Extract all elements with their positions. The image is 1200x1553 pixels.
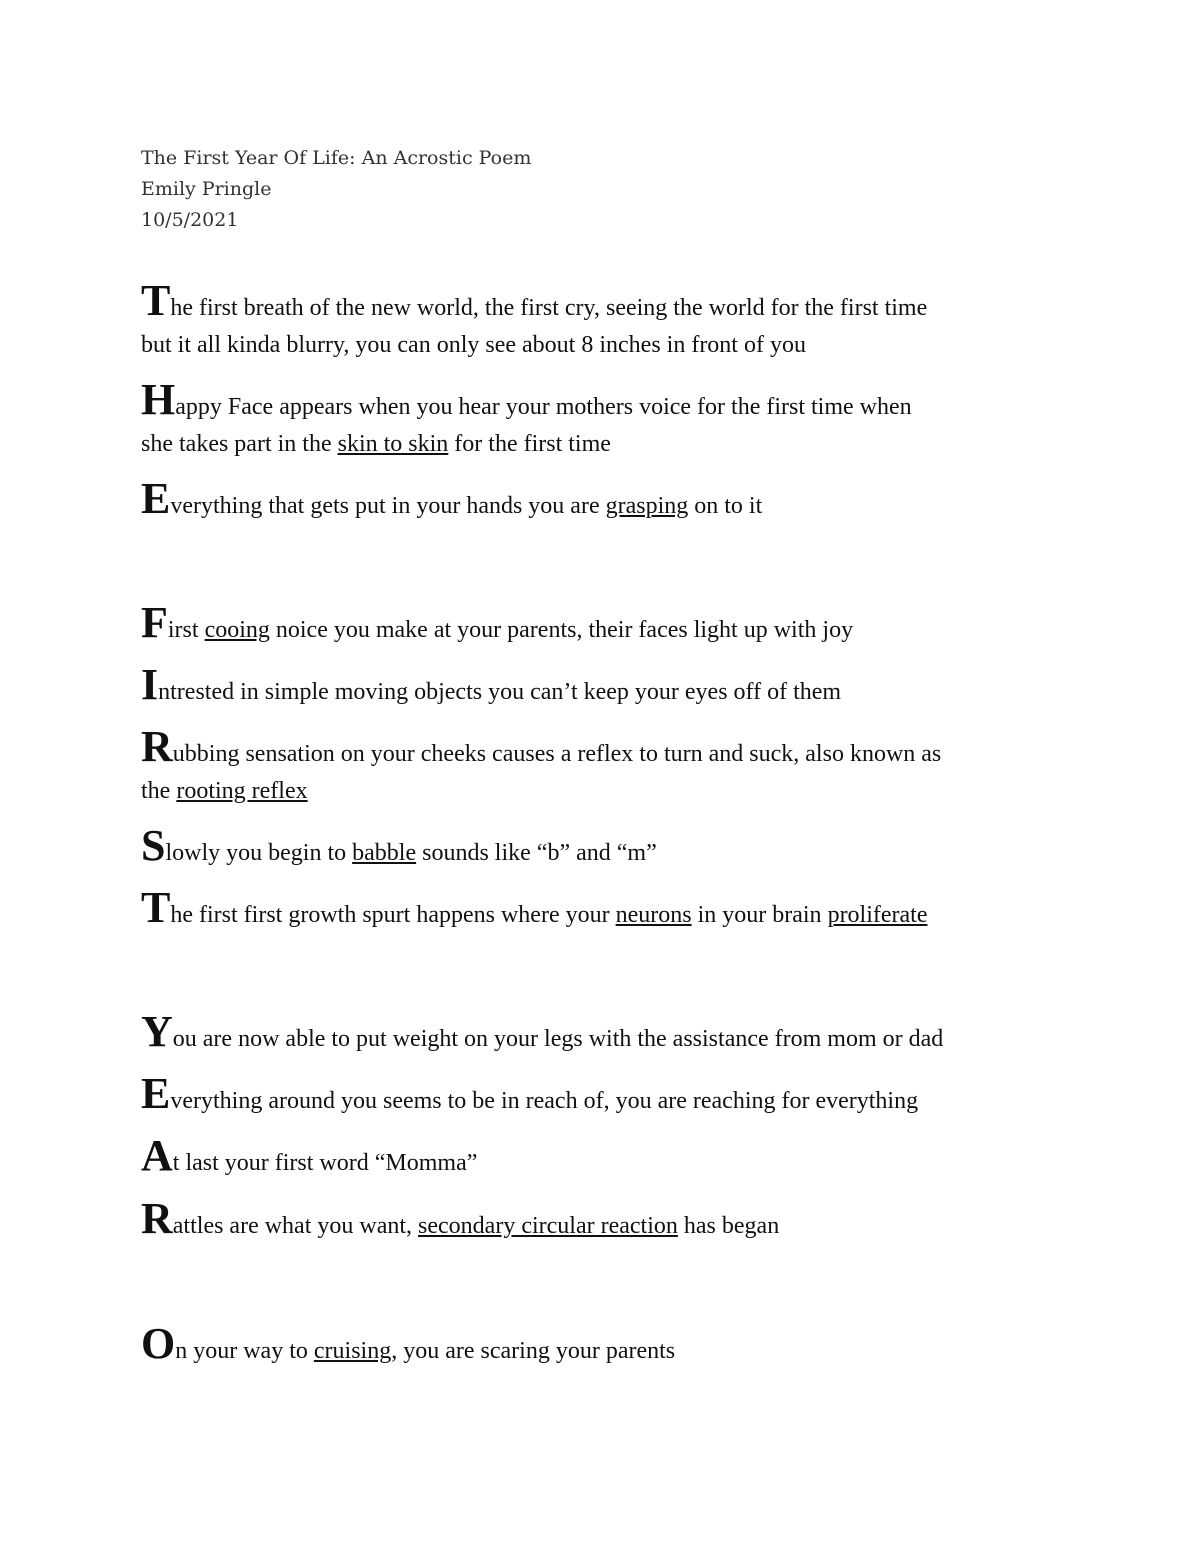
acrostic-initial: Y (141, 1007, 173, 1056)
line-text: he first first growth spurt happens where your (170, 902, 616, 928)
line-text: has began (677, 1213, 780, 1239)
line-text: but it all kinda blurry, you can only see about 8 inches in front of you (141, 332, 806, 358)
line-text: in your brain (691, 902, 828, 928)
underlined-term: skin to skin (337, 431, 449, 457)
acrostic-initial: R (141, 1194, 173, 1243)
underlined-term: grasping (605, 493, 689, 519)
poem-line-continuation (141, 330, 806, 360)
poem-line (141, 375, 912, 424)
acrostic-initial: S (141, 821, 166, 870)
line-text: irst (167, 617, 205, 643)
line-text: ubbing sensation on your cheeks causes a reflex to turn and suck, also known as (172, 741, 942, 767)
poem-line (141, 598, 854, 647)
line-text: verything that gets put in your hands you are (170, 493, 606, 519)
line-text: on to it (688, 493, 763, 519)
underlined-term: cruising (313, 1338, 392, 1364)
document-date: 10/5/2021 (141, 209, 239, 231)
underlined-term: proliferate (827, 902, 928, 928)
acrostic-initial: T (141, 276, 171, 325)
line-text: appy Face appears when you hear your mothers voice for the first time when (175, 394, 912, 420)
line-text: sounds like “b” and “m” (416, 840, 657, 866)
poem-line (141, 1319, 676, 1368)
underlined-term: neurons (615, 902, 692, 928)
poem-line (141, 821, 657, 870)
underlined-term: secondary circular reaction (418, 1213, 678, 1239)
poem-line (141, 660, 842, 709)
poem-line-continuation (141, 776, 308, 806)
line-text: ou are now able to put weight on your legs with the assistance from mom or dad (172, 1026, 944, 1052)
poem-line (141, 722, 942, 771)
acrostic-initial: F (141, 598, 168, 647)
poem-line-continuation (141, 429, 611, 459)
underlined-term: rooting reflex (176, 778, 308, 804)
poem-line (141, 1069, 919, 1118)
poem-line (141, 474, 763, 523)
acrostic-initial: E (141, 1069, 171, 1118)
acrostic-initial: O (141, 1319, 176, 1368)
poem-line (141, 1131, 478, 1180)
line-text: ntrested in simple moving objects you can’t keep your eyes off of them (158, 679, 842, 705)
underlined-term: babble (352, 840, 417, 866)
line-text: she takes part in the (141, 431, 338, 457)
document-header (141, 143, 531, 236)
acrostic-initial: T (141, 883, 171, 932)
poem-line (141, 883, 928, 932)
line-text: attles are what you want, (172, 1213, 419, 1239)
poem-line (141, 276, 928, 325)
acrostic-initial: E (141, 474, 171, 523)
poem-line (141, 1194, 780, 1243)
line-text: lowly you begin to (165, 840, 353, 866)
document-title: The First Year Of Life: An Acrostic Poem (141, 147, 532, 169)
line-text: n your way to (175, 1338, 314, 1364)
underlined-term: cooing (204, 617, 270, 643)
line-text: t last your first word “Momma” (172, 1150, 478, 1176)
acrostic-initial: H (141, 375, 176, 424)
line-text: the (141, 778, 177, 804)
line-text: noice you make at your parents, their faces light up with joy (269, 617, 854, 643)
line-text: for the first time (448, 431, 611, 457)
line-text: verything around you seems to be in reach of, you are reaching for everything (170, 1088, 919, 1114)
line-text: he first breath of the new world, the first cry, seeing the world for the first time (170, 295, 928, 321)
poem-line (141, 1007, 944, 1056)
line-text: , you are scaring your parents (391, 1338, 676, 1364)
acrostic-initial: A (141, 1131, 173, 1180)
acrostic-initial: I (141, 660, 159, 709)
author-name: Emily Pringle (141, 178, 272, 200)
acrostic-initial: R (141, 722, 173, 771)
